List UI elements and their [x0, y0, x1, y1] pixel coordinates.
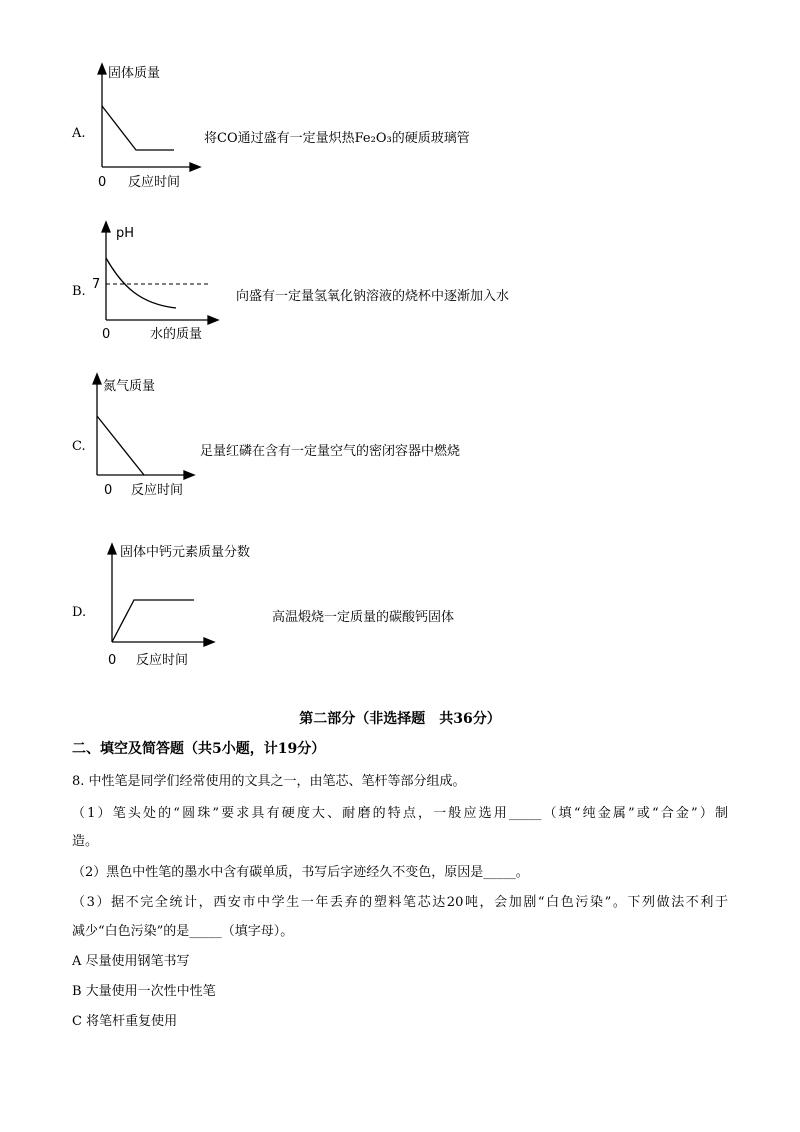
part-two-title: 第二部分（非选择题 共36分） [299, 711, 501, 727]
q8-choice-c: C 将笔杆重复使用 [72, 1014, 178, 1029]
origin-label: 0 [102, 327, 111, 342]
q8-part1-line2: 造。 [72, 834, 99, 849]
option-d-desc: 高温煅烧一定质量的碳酸钙固体 [272, 610, 455, 625]
graph-b [88, 218, 228, 348]
x-axis-arrow [208, 316, 218, 324]
curve-a [102, 106, 174, 150]
graph-c [84, 372, 214, 502]
y-axis-label: 氮气质量 [103, 379, 156, 394]
option-c-desc: 足量红磷在含有一定量空气的密闭容器中燃烧 [200, 444, 461, 459]
curve-b [106, 258, 176, 308]
option-b-label: B. [72, 284, 86, 299]
y-axis-arrow [102, 222, 110, 232]
curve-d [112, 600, 194, 642]
x-axis-label: 反应时间 [136, 653, 189, 668]
x-axis-label: 水的质量 [150, 327, 203, 342]
q8-choice-b: B 大量使用一次性中性笔 [72, 984, 216, 999]
origin-label: 0 [98, 175, 107, 190]
q8-part3-line2: 减少“白色污染”的是_____（填字母）。 [72, 924, 294, 939]
option-c-label: C. [72, 439, 86, 454]
y-axis-label: pH [116, 226, 135, 241]
option-a-desc: 将CO通过盛有一定量炽热Fe₂O₃的硬质玻璃管 [204, 131, 470, 146]
curve-c [97, 416, 144, 475]
q8-choice-a: A 尽量使用钢笔书写 [72, 954, 190, 969]
x-axis-arrow [190, 163, 200, 171]
q8-part3-line1: （3）据不完全统计，西安市中学生一年丢弃的塑料笔芯达20吨，会加剧“白色污染”。下列做法不利于 [72, 895, 728, 910]
tick-7: 7 [92, 277, 101, 292]
origin-label: 0 [108, 653, 117, 668]
section-two-title: 二、填空及简答题（共5小题，计19分） [72, 741, 326, 757]
y-axis-arrow [108, 544, 116, 554]
x-axis-label: 反应时间 [131, 483, 184, 498]
graph-d [96, 540, 286, 670]
option-b-desc: 向盛有一定量氢氧化钠溶液的烧杯中逐渐加入水 [236, 289, 510, 304]
q8-part2: （2）黑色中性笔的墨水中含有碳单质，书写后字迹经久不变色，原因是_____。 [72, 865, 529, 880]
q8-stem: 8. 中性笔是同学们经常使用的文具之一，由笔芯、笔杆等部分组成。 [72, 774, 466, 789]
y-axis-label: 固体中钙元素质量分数 [120, 545, 251, 560]
option-a-label: A. [72, 126, 86, 141]
q8-part1-line1: （1）笔头处的“圆珠”要求具有硬度大、耐磨的特点，一般应选用_____（填“纯金属”或“合金”）制 [72, 806, 728, 821]
origin-label: 0 [104, 483, 113, 498]
x-axis-arrow [204, 638, 214, 646]
x-axis-label: 反应时间 [128, 175, 181, 190]
x-axis-arrow [184, 471, 194, 479]
y-axis-label: 固体质量 [108, 66, 161, 81]
y-axis-arrow [93, 374, 101, 384]
option-d-label: D. [72, 605, 87, 620]
y-axis-arrow [98, 64, 106, 74]
graph-a [88, 62, 208, 192]
